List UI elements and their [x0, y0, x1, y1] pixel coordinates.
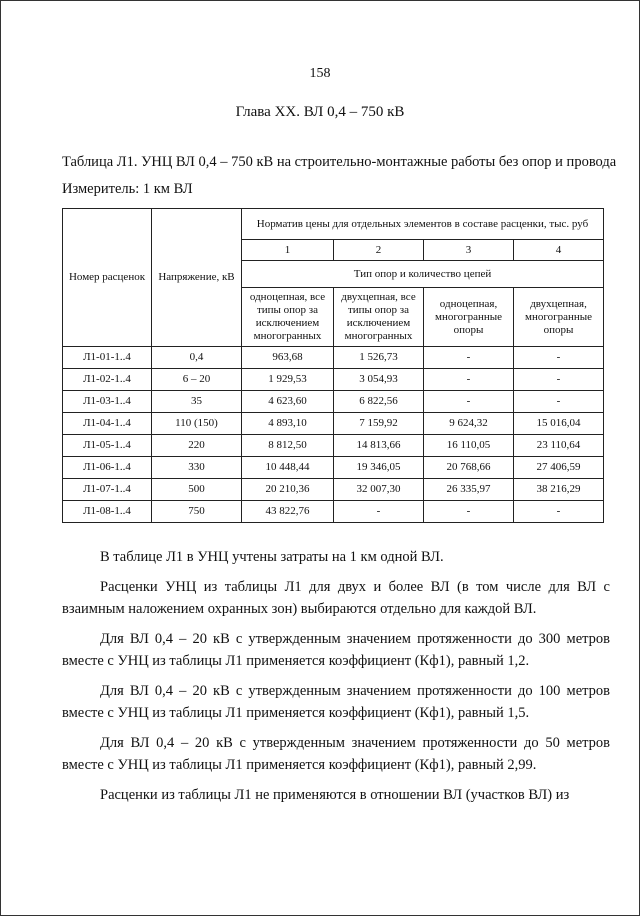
table-row	[63, 479, 604, 501]
table-row	[63, 347, 604, 369]
cell-c1: 43 822,76	[242, 501, 334, 523]
cell-c4: 15 016,04	[514, 413, 604, 435]
table-row	[63, 413, 604, 435]
column-number: 3	[424, 240, 514, 261]
cell-code: Л1-06-1..4	[63, 457, 152, 479]
paragraph: Для ВЛ 0,4 – 20 кВ с утвержденным значением протяженности до 100 метров вместе с УНЦ из таблицы Л1 применяется коэффициент (Кф1), равный 1,5.	[62, 683, 610, 721]
column-description: одноцепная, все типы опор за исключением многогранных	[242, 288, 334, 347]
paragraph: Расценки из таблицы Л1 не применяются в отношении ВЛ (участков ВЛ) из	[100, 787, 570, 803]
column-description: одноцепная, многогранные опоры	[424, 288, 514, 347]
paragraph: Расценки УНЦ из таблицы Л1 для двух и более ВЛ (в том числе для ВЛ с взаимным наложением охранных зон) выбираются отдельно для каждой ВЛ.	[62, 579, 610, 617]
cell-c4: -	[514, 391, 604, 413]
cell-c2: 32 007,30	[334, 479, 424, 501]
rates-table	[62, 208, 604, 523]
column-description: двухцепная, все типы опор за исключением многогранных	[334, 288, 424, 347]
cell-c2: 1 526,73	[334, 347, 424, 369]
cell-voltage: 6 – 20	[152, 369, 242, 391]
cell-c3: 20 768,66	[424, 457, 514, 479]
table-row	[63, 501, 604, 523]
cell-c1: 4 623,60	[242, 391, 334, 413]
cell-voltage: 500	[152, 479, 242, 501]
cell-c3: 16 110,05	[424, 435, 514, 457]
cell-c4: -	[514, 369, 604, 391]
cell-c2: 3 054,93	[334, 369, 424, 391]
cell-voltage: 110 (150)	[152, 413, 242, 435]
cell-c4: 38 216,29	[514, 479, 604, 501]
cell-c1: 1 929,53	[242, 369, 334, 391]
cell-c1: 963,68	[242, 347, 334, 369]
table-row	[63, 435, 604, 457]
paragraph: Для ВЛ 0,4 – 20 кВ с утвержденным значением протяженности до 300 метров вместе с УНЦ из таблицы Л1 применяется коэффициент (Кф1), равный 1,2.	[62, 631, 610, 669]
column-number: 1	[242, 240, 334, 261]
cell-c1: 10 448,44	[242, 457, 334, 479]
table-body	[63, 347, 604, 523]
paragraph: Для ВЛ 0,4 – 20 кВ с утвержденным значением протяженности до 50 метров вместе с УНЦ из таблицы Л1 применяется коэффициент (Кф1), равный 2,99.	[62, 735, 610, 773]
header-norm: Норматив цены для отдельных элементов в составе расценки, тыс. руб	[242, 209, 604, 240]
page-number: 158	[309, 66, 331, 81]
chapter-title: Глава XX. ВЛ 0,4 – 750 кВ	[235, 104, 405, 120]
cell-c4: 27 406,59	[514, 457, 604, 479]
cell-voltage: 220	[152, 435, 242, 457]
paragraph: В таблице Л1 в УНЦ учтены затраты на 1 км одной ВЛ.	[100, 549, 444, 565]
cell-c2: 6 822,56	[334, 391, 424, 413]
cell-c3: -	[424, 369, 514, 391]
cell-c3: -	[424, 391, 514, 413]
cell-c3: 26 335,97	[424, 479, 514, 501]
cell-c1: 20 210,36	[242, 479, 334, 501]
cell-c3: -	[424, 347, 514, 369]
cell-voltage: 0,4	[152, 347, 242, 369]
cell-c3: -	[424, 501, 514, 523]
cell-c4: 23 110,64	[514, 435, 604, 457]
column-number: 4	[514, 240, 604, 261]
cell-code: Л1-04-1..4	[63, 413, 152, 435]
cell-c4: -	[514, 501, 604, 523]
cell-code: Л1-05-1..4	[63, 435, 152, 457]
header-support-type: Тип опор и количество цепей	[242, 261, 604, 288]
cell-code: Л1-01-1..4	[63, 347, 152, 369]
column-number: 2	[334, 240, 424, 261]
cell-code: Л1-08-1..4	[63, 501, 152, 523]
measure-unit: Измеритель: 1 км ВЛ	[62, 181, 193, 197]
cell-c1: 4 893,10	[242, 413, 334, 435]
cell-voltage: 330	[152, 457, 242, 479]
cell-c2: -	[334, 501, 424, 523]
header-voltage: Напряжение, кВ	[152, 209, 242, 347]
table-row	[63, 369, 604, 391]
cell-voltage: 750	[152, 501, 242, 523]
cell-voltage: 35	[152, 391, 242, 413]
table-row	[63, 391, 604, 413]
cell-code: Л1-03-1..4	[63, 391, 152, 413]
header-rate-number: Номер расценок	[63, 209, 152, 347]
cell-c2: 19 346,05	[334, 457, 424, 479]
table-row	[63, 457, 604, 479]
cell-code: Л1-07-1..4	[63, 479, 152, 501]
cell-c1: 8 812,50	[242, 435, 334, 457]
cell-c4: -	[514, 347, 604, 369]
table-caption: Таблица Л1. УНЦ ВЛ 0,4 – 750 кВ на строительно-монтажные работы без опор и провода	[62, 154, 617, 170]
cell-c2: 14 813,66	[334, 435, 424, 457]
cell-code: Л1-02-1..4	[63, 369, 152, 391]
cell-c2: 7 159,92	[334, 413, 424, 435]
cell-c3: 9 624,32	[424, 413, 514, 435]
column-description: двухцепная, многогранные опоры	[514, 288, 604, 347]
